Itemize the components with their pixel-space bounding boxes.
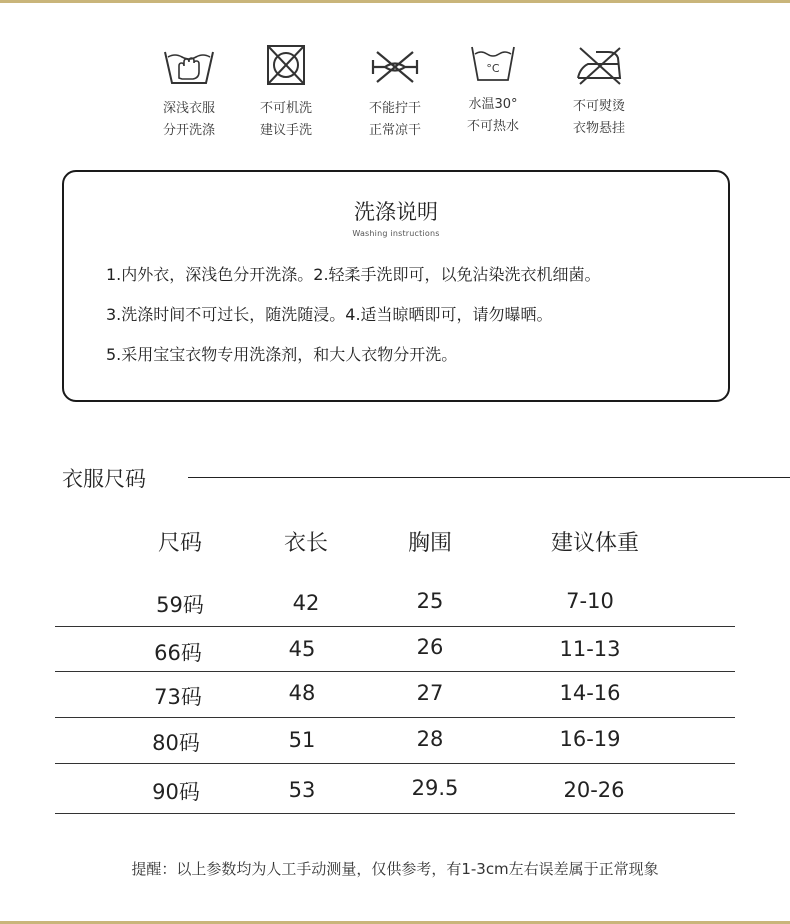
care-label-line2: 不可热水 <box>466 119 519 134</box>
cell-length: 45 <box>288 637 316 661</box>
care-item-no-machine-wash <box>236 44 336 142</box>
care-label-line1: 水温30° <box>468 97 518 112</box>
care-label-line1: 不能拧干 <box>368 101 421 116</box>
cell-size: 66码 <box>154 641 202 665</box>
column-header-size: 尺码 <box>157 531 202 556</box>
column-header-length: 衣长 <box>283 531 328 556</box>
wash-instruction-line: 3.洗涤时间不可过长，随洗随浸。4.适当晾晒即可，请勿曝晒。 <box>106 305 553 324</box>
cell-chest: 27 <box>416 681 444 705</box>
care-label-line2: 正常凉干 <box>368 123 421 138</box>
size-title-divider <box>188 477 790 478</box>
cell-size: 73码 <box>154 685 202 709</box>
no-machine-wash-icon <box>264 44 308 88</box>
row-divider <box>55 671 735 672</box>
water-temp-icon <box>469 44 517 84</box>
cell-chest: 28 <box>416 727 444 751</box>
row-divider <box>55 717 735 718</box>
column-header-weight: 建议体重 <box>550 531 639 556</box>
care-label-line2: 分开洗涤 <box>162 123 215 138</box>
hand-wash-icon <box>162 44 216 88</box>
cell-size: 90码 <box>152 780 200 804</box>
wash-instruction-line: 5.采用宝宝衣物专用洗涤剂，和大人衣物分开洗。 <box>106 345 458 364</box>
care-item-no-iron <box>549 44 649 140</box>
row-divider <box>55 626 735 627</box>
care-label-line1: 不可机洗 <box>259 101 312 116</box>
wash-instruction-line: 1.内外衣，深浅色分开洗涤。2.轻柔手洗即可，以免沾染洗衣机细菌。 <box>106 265 601 284</box>
cell-chest: 25 <box>416 589 444 613</box>
top-gold-border <box>0 0 790 3</box>
care-label-line2: 建议手洗 <box>259 123 312 138</box>
row-divider <box>55 763 735 764</box>
measurement-note: 提醒：以上参数均为人工手动测量，仅供参考，有1-3cm左右误差属于正常现象 <box>131 860 659 878</box>
cell-weight: 20-26 <box>563 778 625 802</box>
washing-instructions-box <box>62 170 730 402</box>
cell-length: 42 <box>292 591 320 615</box>
care-item-no-wring <box>345 44 445 142</box>
cell-weight: 7-10 <box>566 589 614 613</box>
care-label-line1: 不可熨烫 <box>572 99 625 114</box>
cell-length: 51 <box>288 728 316 752</box>
wash-subtitle: Washing instructions <box>352 229 440 238</box>
care-icons-row <box>0 44 790 144</box>
care-label-line1: 深浅衣服 <box>162 101 215 116</box>
wash-title: 洗涤说明 <box>354 200 438 224</box>
no-iron-icon <box>574 44 624 86</box>
cell-weight: 14-16 <box>559 681 621 705</box>
care-item-hand-wash <box>139 44 239 142</box>
column-header-chest: 胸围 <box>407 531 452 556</box>
cell-weight: 11-13 <box>559 637 621 661</box>
cell-size: 59码 <box>156 593 204 617</box>
row-divider <box>55 813 735 814</box>
cell-length: 53 <box>288 778 316 802</box>
care-label-line2: 衣物悬挂 <box>572 121 625 136</box>
cell-size: 80码 <box>152 731 200 755</box>
cell-weight: 16-19 <box>559 727 621 751</box>
cell-chest: 26 <box>416 635 444 659</box>
no-wring-icon <box>367 44 423 88</box>
cell-chest: 29.5 <box>411 776 459 800</box>
size-chart-title: 衣服尺码 <box>62 467 146 491</box>
temp-unit-text: °C <box>486 62 500 75</box>
care-item-water-temp <box>443 44 543 138</box>
cell-length: 48 <box>288 681 316 705</box>
